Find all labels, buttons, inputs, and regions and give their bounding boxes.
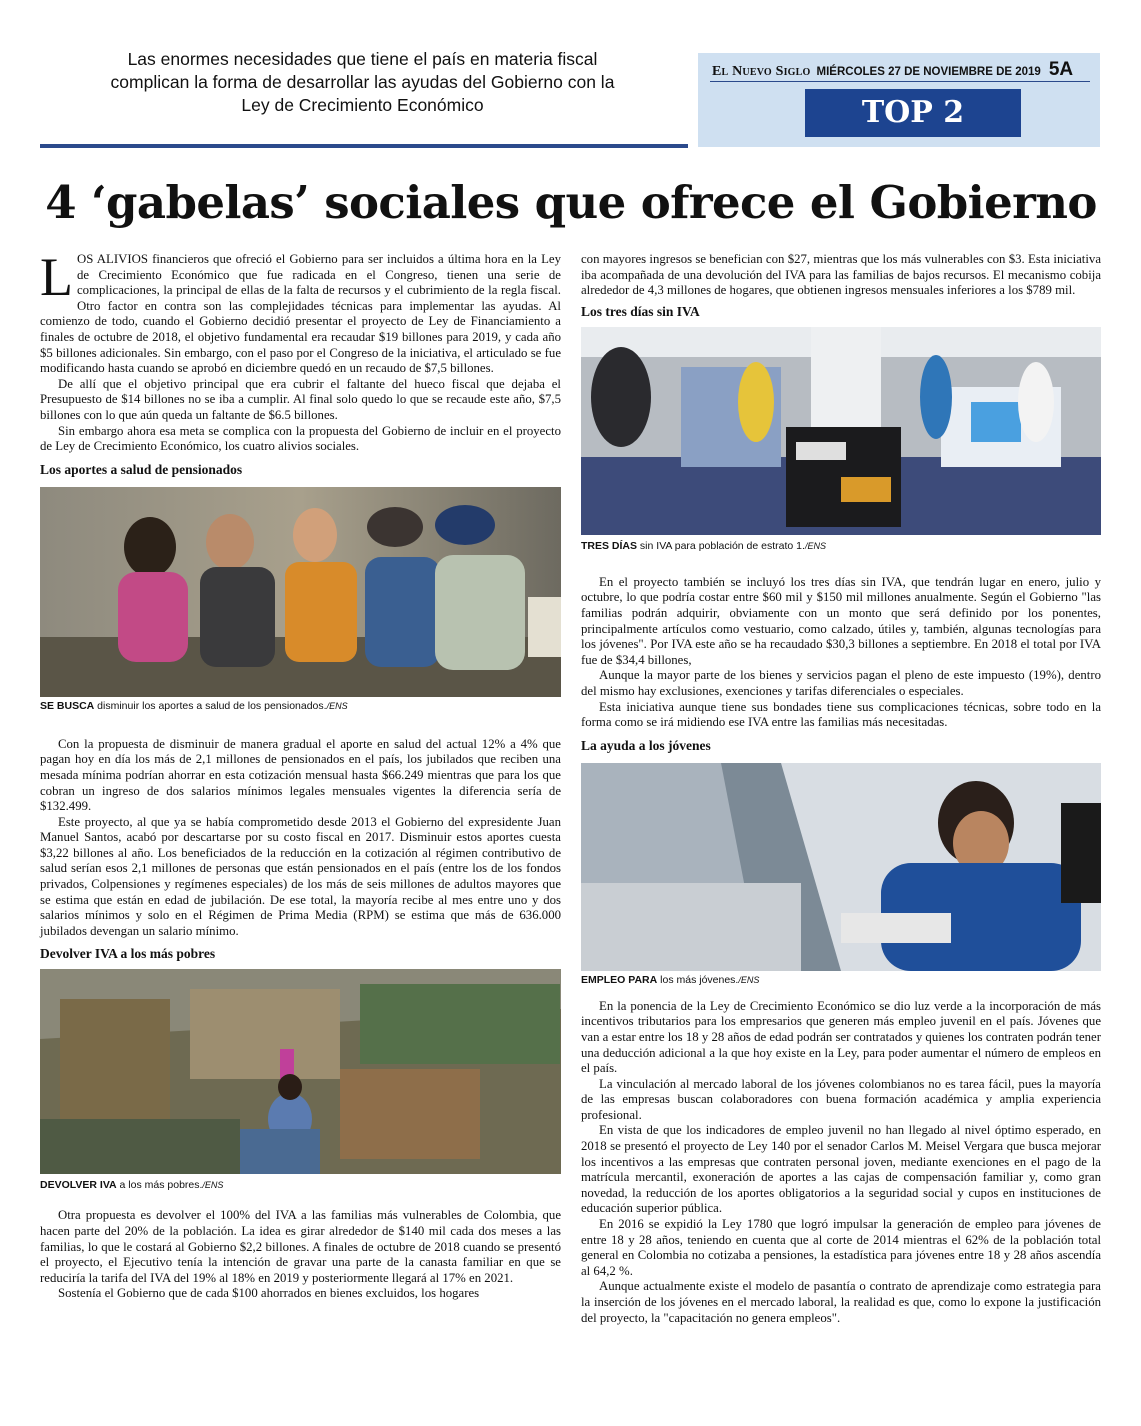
- caption-text: los más jóvenes.: [657, 973, 739, 986]
- caption-jovenes: [581, 973, 1101, 987]
- body-paragraph: En el proyecto también se incluyó los tres días sin IVA, que tendrán lugar en enero, julio y octubre, lo que podría costar entre $60 mil y $150 mil millones anualmente. Según el Gobierno "las familias podrán adquirir, obviamente con un monto que será definido por los ponentes, principalmente artículos como vestuario, como calzado, útiles y, también, algunas tecnologías para los jóvenes". Por IVA este año se ha recaudado $30,3 billones a septiembre. En 2018 el total por IVA fue de $34,4 billones,: [581, 574, 1101, 667]
- drop-cap: L: [40, 247, 73, 307]
- body-paragraph: En la ponencia de la Ley de Crecimiento Económico se dio luz verde a la incorporación de más incentivos tributarios para los empresarios que generen más empleo juvenil en el país. Jóvenes que van a estar entre los 18 y 28 años de edad podrán ser contratados y quienes los contraten podrán tener una deducción adicional a la que hoy existe en la Ley, para poder aumentar el número de empleos en el país.: [581, 998, 1101, 1076]
- masthead: [698, 53, 1100, 147]
- photo-devolver-iva-image: [40, 969, 561, 1174]
- body-paragraph: Aunque la mayor parte de los bienes y servicios pagan el pleno de este impuesto (19%), dentro del mismo hay exclusiones, exenciones y tarifas diferenciales o especiales.: [581, 668, 1101, 698]
- masthead-divider: [710, 81, 1090, 82]
- photo-pensionados: [40, 487, 561, 697]
- caption-text: sin IVA para población de estrato 1.: [637, 539, 805, 552]
- caption-dias-sin-iva: [581, 539, 1101, 553]
- body-paragraph: Con la propuesta de disminuir de manera gradual el aporte en salud del actual 12% a 4% que pagan hoy en día los más de 2,1 millones de pensionados en el país, los jubilados que reciben una mesada mínima podrían ahorrar en esta cotización mensual hasta $66.249 mientras que para los que cobran un ingreso de dos salarios mínimos legales mensuales vigentes la diferencia sería de $132.499.: [40, 736, 561, 814]
- section-label: TOP 2: [805, 89, 1021, 137]
- kicker-line-3: Ley de Crecimiento Económico: [241, 95, 484, 115]
- subhead-devolver-iva: Devolver IVA a los más pobres: [40, 946, 216, 962]
- caption-text: a los más pobres.: [116, 1179, 203, 1192]
- newspaper-name: El Nuevo Siglo: [712, 64, 811, 79]
- photo-jovenes: [581, 763, 1101, 971]
- headline: 4 ‘gabelas’ sociales que ofrece el Gobierno: [45, 176, 1097, 229]
- body-paragraph: con mayores ingresos se benefician con $27, mientras que los más vulnerables con $3. Esta iniciativa iba acompañada de una devolución del IVA para las familias de bajos recursos. El mecanismo cobija alrededor de 4,3 millones de hogares, que obtienen ingresos mensuales inferiores a los $789 mil.: [581, 252, 1101, 298]
- lead-paragraph: [40, 247, 561, 377]
- subhead-dias-sin-iva: Los tres días sin IVA: [581, 303, 700, 319]
- body-paragraph: Este proyecto, al que ya se había comprometido desde 2013 el Gobierno del expresidente Juan Manuel Santos, acabó por descartarse por su costo fiscal en 2017. Disminuir estos aportes cuesta $3,22 billones al año. Los beneficiados de la reducción en la cotización al régimen contributivo de salud serían esos 2,1 millones de personas que están pensionados en el país (entre los de los fondos privados, Colpensiones y regímenes especiales) de los más de seis millones de adultos mayores que se estima que están en edad de jubilación. De ese total, la mayoría recibe al mes entre uno y dos salarios mínimos y solo en el Régimen de Prima Media (RPM) se estima que más de 636.000 jubilados devengan un salario mínimo.: [40, 814, 561, 938]
- body-paragraph: La vinculación al mercado laboral de los jóvenes colombianos no es tarea fácil, pues la mayoría de las empresas buscan colaboradores con buena formación académica y amplia experiencia profesional.: [581, 1076, 1101, 1122]
- body-paragraph: Aunque actualmente existe el modelo de pasantía o contrato de aprendizaje como estrategia para la inserción de los jóvenes en el mercado laboral, la realidad es que, como lo expone la justificación del proyecto, la "capacitación no genera empleos".: [581, 1279, 1101, 1325]
- body-paragraph: Sin embargo ahora esa meta se complica con la propuesta del Gobierno de incluir en el proyecto de Ley de Crecimiento Económico, los cuatro alivios sociales.: [40, 423, 561, 454]
- photo-dias-sin-iva-image: [581, 327, 1101, 535]
- page-number: 5A: [1048, 59, 1074, 80]
- caption-pensionados: [40, 699, 561, 713]
- body-paragraph: En vista de que los indicadores de empleo juvenil no han llegado al nivel óptimo esperado, en 2018 se presentó el proyecto de Ley 140 por el senador Carlos M. Meisel Vergara que busca mejorar los incentivos a las empresas que contraten personal joven, mediante exenciones en el pago de la matrícula mercantil, exoneración de aportes a las cajas de compensación familiar y, como gran novedad, la reducción de los aportes obligatorios a la seguridad social y cupos en instituciones de educación superior pública.: [581, 1123, 1101, 1216]
- subhead-pensionados: Los aportes a salud de pensionados: [40, 461, 243, 477]
- kicker-line-2: complican la forma de desarrollar las ayudas del Gobierno con la: [110, 72, 615, 92]
- photo-pensionados-image: [40, 487, 561, 697]
- issue-date: MIÉRCOLES 27 DE NOVIEMBRE DE 2019: [816, 66, 1041, 78]
- caption-devolver-iva: [40, 1178, 561, 1192]
- kicker-divider: [40, 144, 688, 148]
- left-column: [40, 247, 561, 1302]
- caption-lead: SE BUSCA: [40, 699, 95, 712]
- body-paragraph: Otra propuesta es devolver el 100% del IVA a las familias más vulnerables de Colombia, que hacen parte del 20% de la población. La idea es girar alrededor de $140 mil cada dos meses a las familias, lo que le costará al Gobierno $2,2 billones. A finales de octubre de 2018 cuando se presentó el proyecto, el Ejecutivo tenía la intención de gravar una parte de la canasta familiar en que se reduciría la tarifa del IVA del 19% al 18% en 2019 y posteriormente llegará al 17% en 2021.: [40, 1208, 561, 1285]
- photo-credit: /ENS: [326, 700, 348, 711]
- caption-text: disminuir los aportes a salud de los pensionados.: [94, 699, 327, 712]
- body-paragraph: Sostenía el Gobierno que de cada $100 ahorrados en bienes excluidos, los hogares: [58, 1286, 480, 1301]
- photo-credit: /ENS: [738, 974, 760, 985]
- body-paragraph: En 2016 se expidió la Ley 1780 que logró impulsar la generación de empleo para jóvenes de entre 18 y 28 años, teniendo en cuenta que al corte de 2014 mientras el 62% de la población total general en Colombia no cotizaba a pensiones, la estadística para jóvenes entre 18 y 28 años ascendía al 64,2 %.: [581, 1217, 1101, 1278]
- photo-jovenes-image: [581, 763, 1101, 971]
- right-column: [581, 252, 1101, 1326]
- caption-lead: TRES DÍAS: [581, 539, 638, 552]
- photo-credit: /ENS: [202, 1180, 224, 1191]
- photo-credit: /ENS: [804, 540, 826, 551]
- caption-lead: DEVOLVER IVA: [40, 1179, 117, 1192]
- photo-dias-sin-iva: [581, 327, 1101, 535]
- article-kicker: [40, 48, 685, 117]
- body-paragraph: De allí que el objetivo principal que era cubrir el faltante del hueco fiscal que dejaba el Presupuesto de $14 billones no se iba a cumplir. Al final solo quedo lo que se recaude este año, $7,5 billones con lo que aún queda un faltante de $6.5 billones.: [40, 376, 561, 422]
- body-paragraph: Esta iniciativa aunque tiene sus bondades tiene sus complicaciones técnicas, sobre todo en la forma como se irá midiendo ese IVA entre las familias más necesitadas.: [581, 699, 1101, 730]
- lead-text: OS ALIVIOS financieros que ofreció el Gobierno para ser incluidos a última hora en la Ley de Crecimiento Económico que fue radicada en el Congreso, tienen una serie de complicaciones, la principal de ellas de la falta de recursos y el cubrimiento de la regla fiscal. Otro factor en contra son las complejidades técnicas para implementar las ayudas. Al comienzo de todo, cuando el Gobierno decidió presentar el proyecto de Ley de Financiamiento a finales de octubre de 2018, el objetivo fundamental era recaudar $19 billones para 2019, y cada año $5 billones adicionales. Sin embargo, con el paso por el Congreso de la iniciativa, el articulado se fue modificando hasta cuando se aprobó en diciembre quedó en un recaudo de $7,5 billones.: [40, 252, 561, 376]
- kicker-line-1: Las enormes necesidades que tiene el país en materia fiscal: [127, 49, 598, 69]
- photo-devolver-iva: [40, 969, 561, 1174]
- caption-lead: EMPLEO PARA: [581, 973, 658, 986]
- subhead-jovenes: La ayuda a los jóvenes: [581, 737, 711, 753]
- masthead-line: [712, 59, 1092, 81]
